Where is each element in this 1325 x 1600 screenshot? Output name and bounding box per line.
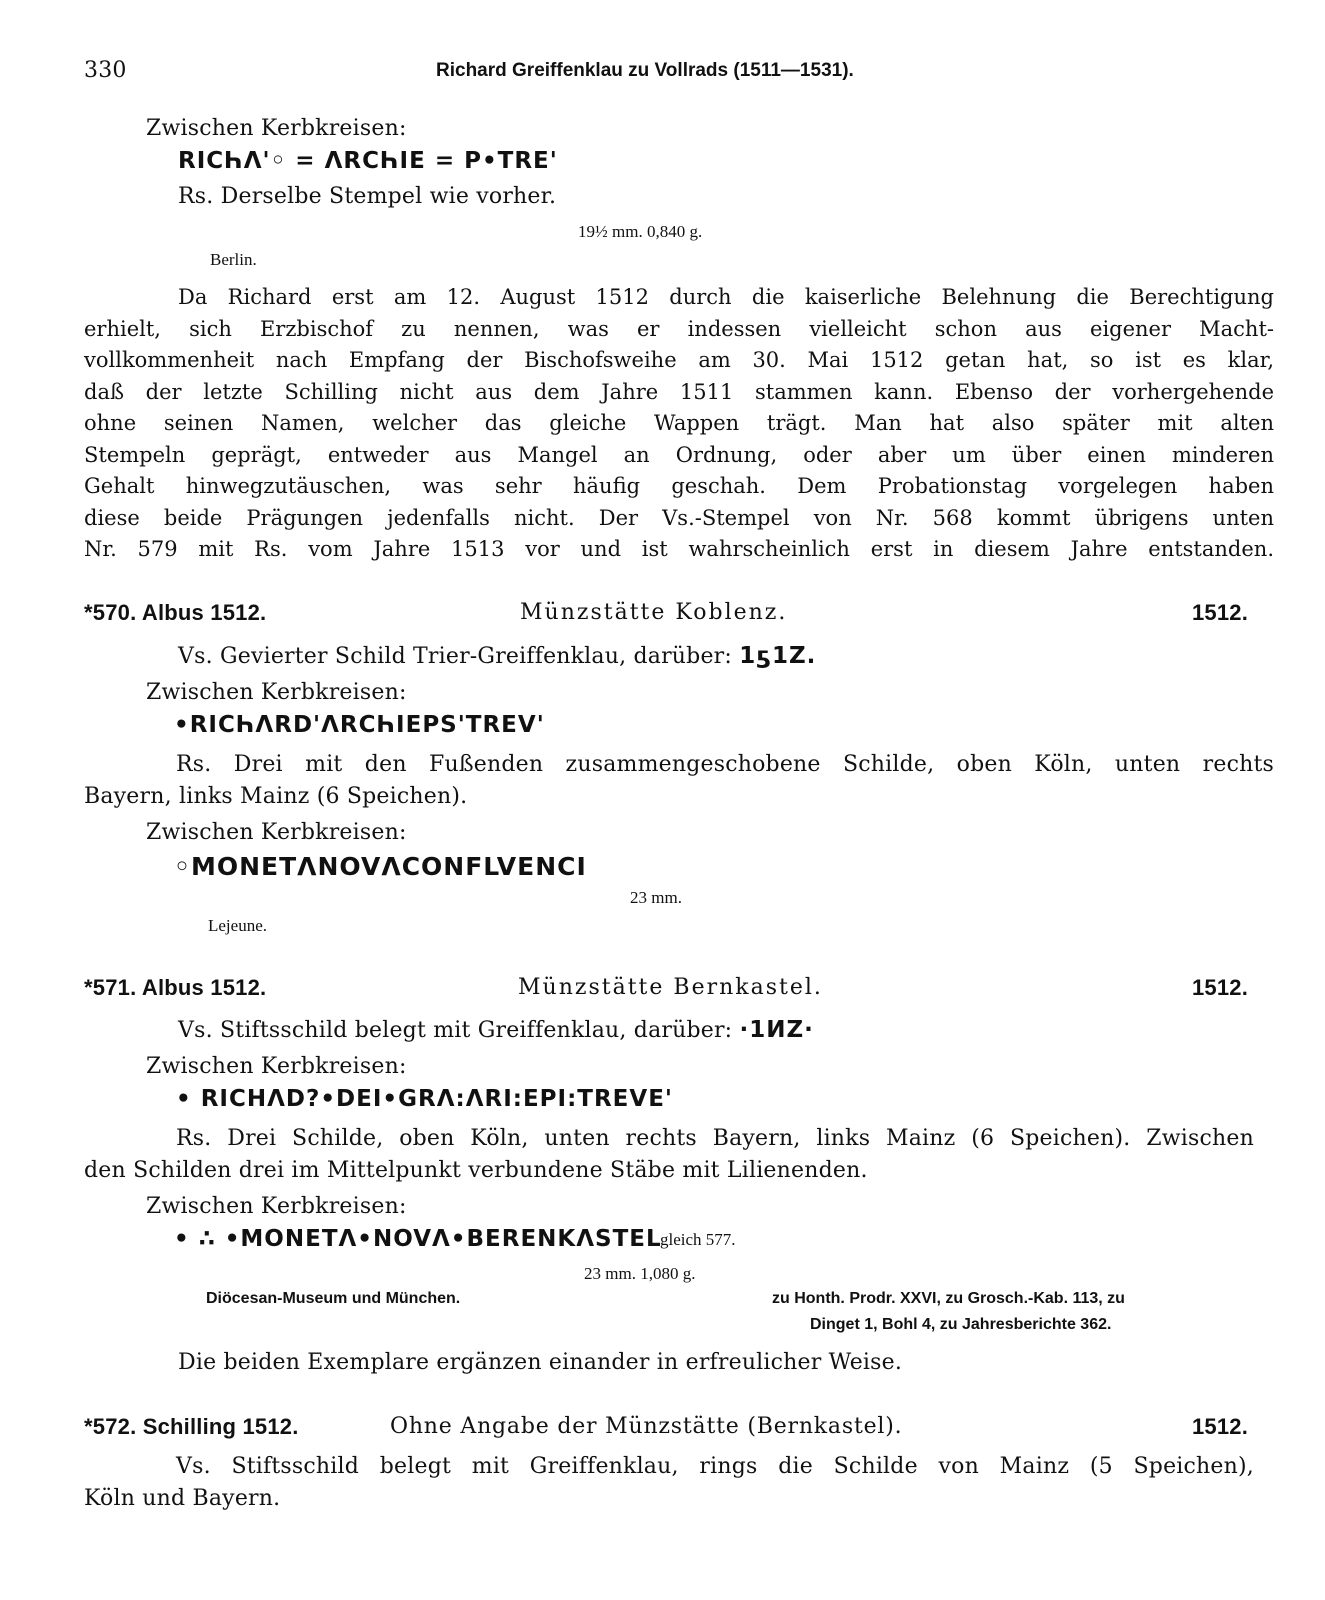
- page-number: 330: [84, 58, 127, 83]
- entry-571-measurement: 23 mm. 1,080 g.: [584, 1264, 696, 1283]
- paragraph-line: vollkommenheit nach Empfang der Bischofsweihe am 30. Mai 1512 getan hat, so ist es klar,: [84, 348, 1274, 372]
- entry-571-obverse: [178, 1017, 814, 1043]
- paragraph-line: Gehalt hinwegzutäuschen, was sehr häufig geschah. Dem Probationstag vorgelegen haben: [84, 474, 1274, 498]
- paragraph-line: Nr. 579 mit Rs. vom Jahre 1513 vor und ist wahrscheinlich erst in diesem Jahre entstanden.: [84, 537, 1274, 561]
- legend-inscription: RICҺΛ'◦ = ΛRCҺIE = P•TRE': [178, 148, 558, 174]
- running-title: Richard Greiffenklau zu Vollrads (1511—1531).: [436, 60, 854, 81]
- entry-570-title: *570. Albus 1512.: [84, 600, 267, 625]
- paragraph-line: Stempeln geprägt, entweder aus Mangel an Ordnung, oder aber um über einen minderen: [84, 442, 1274, 467]
- entry-571-obverse-inscription: • RICHΛD?•DEI•GRΛ:ΛRI:EPI:TREVE': [176, 1086, 673, 1112]
- paragraph-line: ohne seinen Namen, welcher das gleiche Wappen trägt. Man hat also später mit alten: [84, 411, 1274, 435]
- obverse-text: Vs. Stiftsschild belegt mit Greiffenklau, darüber:: [178, 1018, 733, 1043]
- entry-572-obverse-line1: Vs. Stiftsschild belegt mit Greiffenklau, rings die Schilde von Mainz (5 Speichen),: [176, 1454, 1254, 1479]
- entry-570-obverse-inscription: •RICҺΛRD'ΛRCҺIEPS'TREV': [174, 712, 545, 738]
- entry-571-reverse-line2: den Schilden drei im Mittelpunkt verbundene Stäbe mit Lilienenden.: [84, 1158, 868, 1183]
- entry-571-reverse-line1: Rs. Drei Schilde, oben Köln, unten rechts Bayern, links Mainz (6 Speichen). Zwischen: [176, 1126, 1254, 1151]
- entry-570-obverse: [178, 643, 816, 669]
- entry-571-references-line2: Dinget 1, Bohl 4, zu Jahresberichte 362.: [810, 1316, 1112, 1333]
- entry-571-title: *571. Albus 1512.: [84, 975, 267, 1000]
- between-circles-label: Zwischen Kerbkreisen:: [146, 1194, 407, 1219]
- commentary-paragraph: [84, 282, 1274, 566]
- entry-570-mint: Münzstätte Koblenz.: [520, 600, 788, 625]
- reverse-description: Rs. Derselbe Stempel wie vorher.: [178, 184, 557, 209]
- entry-570-reverse-line1: Rs. Drei mit den Fußenden zusammengeschobene Schilde, oben Köln, unten rechts: [176, 752, 1274, 777]
- entry-571-note: Die beiden Exemplare ergänzen einander in erfreulicher Weise.: [178, 1350, 903, 1375]
- collection-label: Berlin.: [210, 250, 257, 269]
- entry-570-measurement: 23 mm.: [630, 888, 682, 907]
- between-circles-label: Zwischen Kerbkreisen:: [146, 680, 407, 705]
- measurement: 19½ mm. 0,840 g.: [578, 222, 703, 241]
- entry-572-mint: Ohne Angabe der Münzstätte (Bernkastel).: [390, 1414, 903, 1439]
- entry-571-reverse-inscription: • ∴ •MONETΛ•NOVΛ•BERENKΛSTEL: [174, 1226, 662, 1252]
- paragraph-line: Da Richard erst am 12. August 1512 durch die kaiserliche Belehnung die Berechtigung: [178, 285, 1274, 309]
- entry-571-collection: Diöcesan-Museum und München.: [206, 1290, 461, 1307]
- paragraph-line: erhielt, sich Erzbischof zu nennen, was er indessen vielleicht schon aus eigener Macht-: [84, 316, 1274, 341]
- entry-572-title: *572. Schilling 1512.: [84, 1414, 299, 1439]
- entry-571-references-line1: zu Honth. Prodr. XXVI, zu Grosch.-Kab. 113, zu: [772, 1290, 1125, 1307]
- between-circles-label: Zwischen Kerbkreisen:: [146, 820, 407, 845]
- entry-571-same-as: gleich 577.: [660, 1230, 736, 1249]
- entry-572-year: 1512.: [1192, 1414, 1249, 1439]
- paragraph-line: daß der letzte Schilling nicht aus dem Jahre 1511 stammen kann. Ebenso der vorhergehende: [84, 379, 1274, 404]
- obverse-year-mark: ·1ИZ·: [739, 1017, 814, 1043]
- paragraph-line: diese beide Prägungen jedenfalls nicht. Der Vs.-Stempel von Nr. 568 kommt übrigens unten: [84, 505, 1274, 530]
- entry-570-collection: Lejeune.: [208, 916, 267, 935]
- obverse-year-mark: 1ƽ1Z.: [739, 643, 817, 669]
- entry-571-year: 1512.: [1192, 975, 1249, 1000]
- between-circles-label: Zwischen Kerbkreisen:: [146, 1054, 407, 1079]
- entry-572-obverse-line2: Köln und Bayern.: [84, 1486, 281, 1511]
- entry-571-mint: Münzstätte Bernkastel.: [518, 975, 823, 1000]
- entry-570-year: 1512.: [1192, 600, 1249, 625]
- entry-570-reverse-line2: Bayern, links Mainz (6 Speichen).: [84, 784, 468, 809]
- entry-570-reverse-inscription: ◦MONETΛNOVΛCONFLVENCI: [174, 852, 587, 881]
- between-circles-label: Zwischen Kerbkreisen:: [146, 116, 407, 141]
- obverse-text: Vs. Gevierter Schild Trier-Greiffenklau, darüber:: [178, 644, 733, 669]
